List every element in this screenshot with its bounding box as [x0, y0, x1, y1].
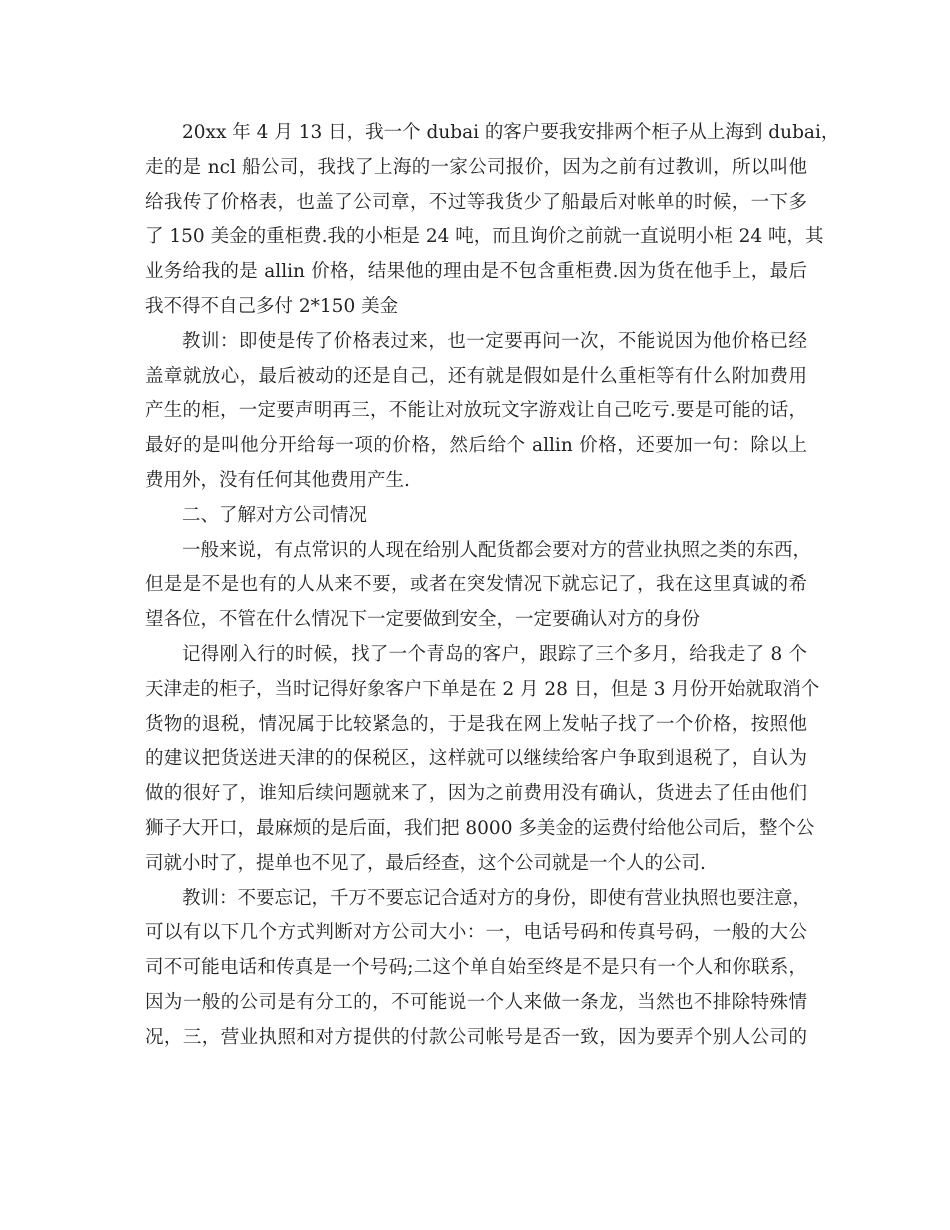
text-line: 我不得不自己多付 2*150 美金 — [145, 295, 399, 317]
text-line: 可以有以下几个方式判断对方公司大小：一，电话号码和传真号码，一般的大公 — [145, 922, 807, 944]
text-line: 记得刚入行的时候，找了一个青岛的客户，跟踪了三个多月，给我走了 8 个 — [182, 643, 807, 665]
paragraph-2 — [145, 325, 807, 499]
text-line: 望各位，不管在什么情况下一定要做到安全，一定要确认对方的身份 — [145, 609, 701, 631]
text-line: 教训：即使是传了价格表过来，也一定要再问一次，不能说因为他价格已经 — [182, 330, 807, 352]
text-line: 司就小时了，提单也不见了，最后经查，这个公司就是一个人的公司. — [145, 852, 706, 874]
text-line: 费用外，没有任何其他费用产生. — [145, 469, 410, 491]
section-heading — [145, 499, 807, 534]
section-heading-text: 二、了解对方公司情况 — [182, 504, 368, 526]
text-line: 因为一般的公司是有分工的，不可能说一个人来做一条龙，当然也不排除特殊情 — [145, 991, 807, 1013]
text-line: 但是是不是也有的人从来不要，或者在突发情况下就忘记了，我在这里真诚的希 — [145, 574, 807, 596]
document-body — [145, 116, 840, 1056]
text-line: 最好的是叫他分开给每一项的价格，然后给个 allin 价格，还要加一句：除以上 — [145, 435, 807, 457]
text-line: 天津走的柜子，当时记得好象客户下单是在 2 月 28 日，但是 3 月份开始就取消个 — [145, 678, 820, 700]
text-line: 狮子大开口，最麻烦的是后面，我们把 8000 多美金的运费付给他公司后，整个公 — [145, 817, 815, 839]
text-line: 产生的柜，一定要声明再三，不能让对放玩文字游戏让自己吃亏.要是可能的话， — [145, 400, 807, 422]
text-line: 做的很好了，谁知后续问题就来了，因为之前费用没有确认，货进去了任由他们 — [145, 783, 807, 805]
paragraph-5 — [145, 882, 812, 1056]
text-line: 盖章就放心，最后被动的还是自己，还有就是假如是什么重柜等有什么附加费用 — [145, 365, 807, 387]
text-line: 给我传了价格表，也盖了公司章，不过等我货少了船最后对帐单的时候，一下多 — [145, 191, 807, 213]
text-line: 的建议把货送进天津的的保税区，这样就可以继续给客户争取到退税了，自认为 — [145, 748, 807, 770]
text-line: 了 150 美金的重柜费.我的小柜是 24 吨，而且询价之前就一直说明小柜 24 吨，其 — [145, 226, 824, 248]
text-line: 货物的退税，情况属于比较紧急的，于是我在网上发帖子找了一个价格，按照他 — [145, 713, 807, 735]
paragraph-3 — [145, 534, 812, 638]
text-line: 况，三，营业执照和对方提供的付款公司帐号是否一致，因为要弄个别人公司的 — [145, 1026, 807, 1048]
text-line: 司不可能电话和传真是一个号码;二这个单自始至终是不是只有一个人和你联系， — [145, 957, 807, 979]
paragraph-1 — [145, 116, 840, 325]
text-line: 20xx 年 4 月 13 日，我一个 dubai 的客户要我安排两个柜子从上海到 dubai， — [182, 122, 840, 143]
text-line: 教训：不要忘记，千万不要忘记合适对方的身份，即使有营业执照也要注意， — [182, 887, 812, 909]
text-line: 一般来说，有点常识的人现在给别人配货都会要对方的营业执照之类的东西， — [182, 539, 812, 561]
text-line: 业务给我的是 allin 价格，结果他的理由是不包含重柜费.因为货在他手上，最后 — [145, 261, 807, 283]
text-line: 走的是 ncl 船公司，我找了上海的一家公司报价，因为之前有过教训，所以叫他 — [145, 156, 807, 178]
paragraph-4 — [145, 638, 820, 882]
